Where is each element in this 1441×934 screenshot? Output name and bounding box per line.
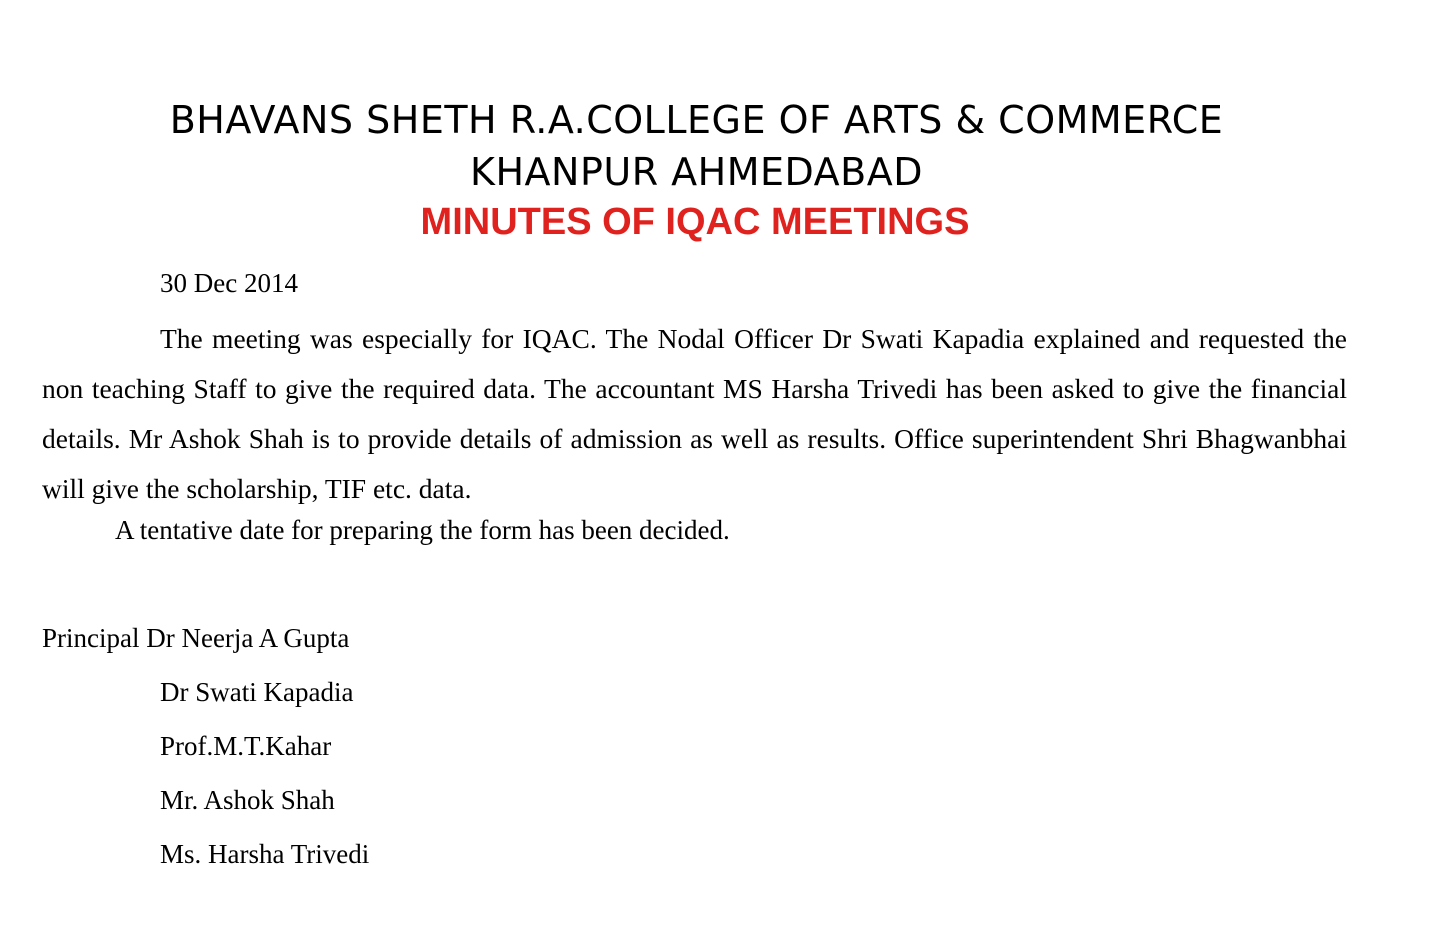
signatory-member: Mr. Ashok Shah xyxy=(160,785,335,815)
signatory-principal: Principal Dr Neerja A Gupta xyxy=(42,623,350,653)
college-city: KHANPUR AHMEDABAD xyxy=(470,150,923,194)
document-title: MINUTES OF IQAC MEETINGS xyxy=(420,201,970,243)
meeting-date: 30 Dec 2014 xyxy=(160,268,298,298)
college-name: BHAVANS SHETH R.A.COLLEGE OF ARTS & COMMERCE xyxy=(169,98,1224,142)
minutes-decision: A tentative date for preparing the form has been decided. xyxy=(115,515,730,545)
signatory-member: Prof.M.T.Kahar xyxy=(160,731,332,761)
minutes-body: The meeting was especially for IQAC. The Nodal Officer Dr Swati Kapadia explained and requested the non teaching Staff to give the required data. The accountant MS Harsha Trivedi has been asked to give the financial details. Mr Ashok Shah is to provide details of admission as well as results. Office superintendent Shri Bhagwanbhai will give the scholarship, TIF etc. data. xyxy=(42,323,1347,504)
signatory-member: Ms. Harsha Trivedi xyxy=(160,839,370,869)
signatory-member: Dr Swati Kapadia xyxy=(160,677,354,707)
